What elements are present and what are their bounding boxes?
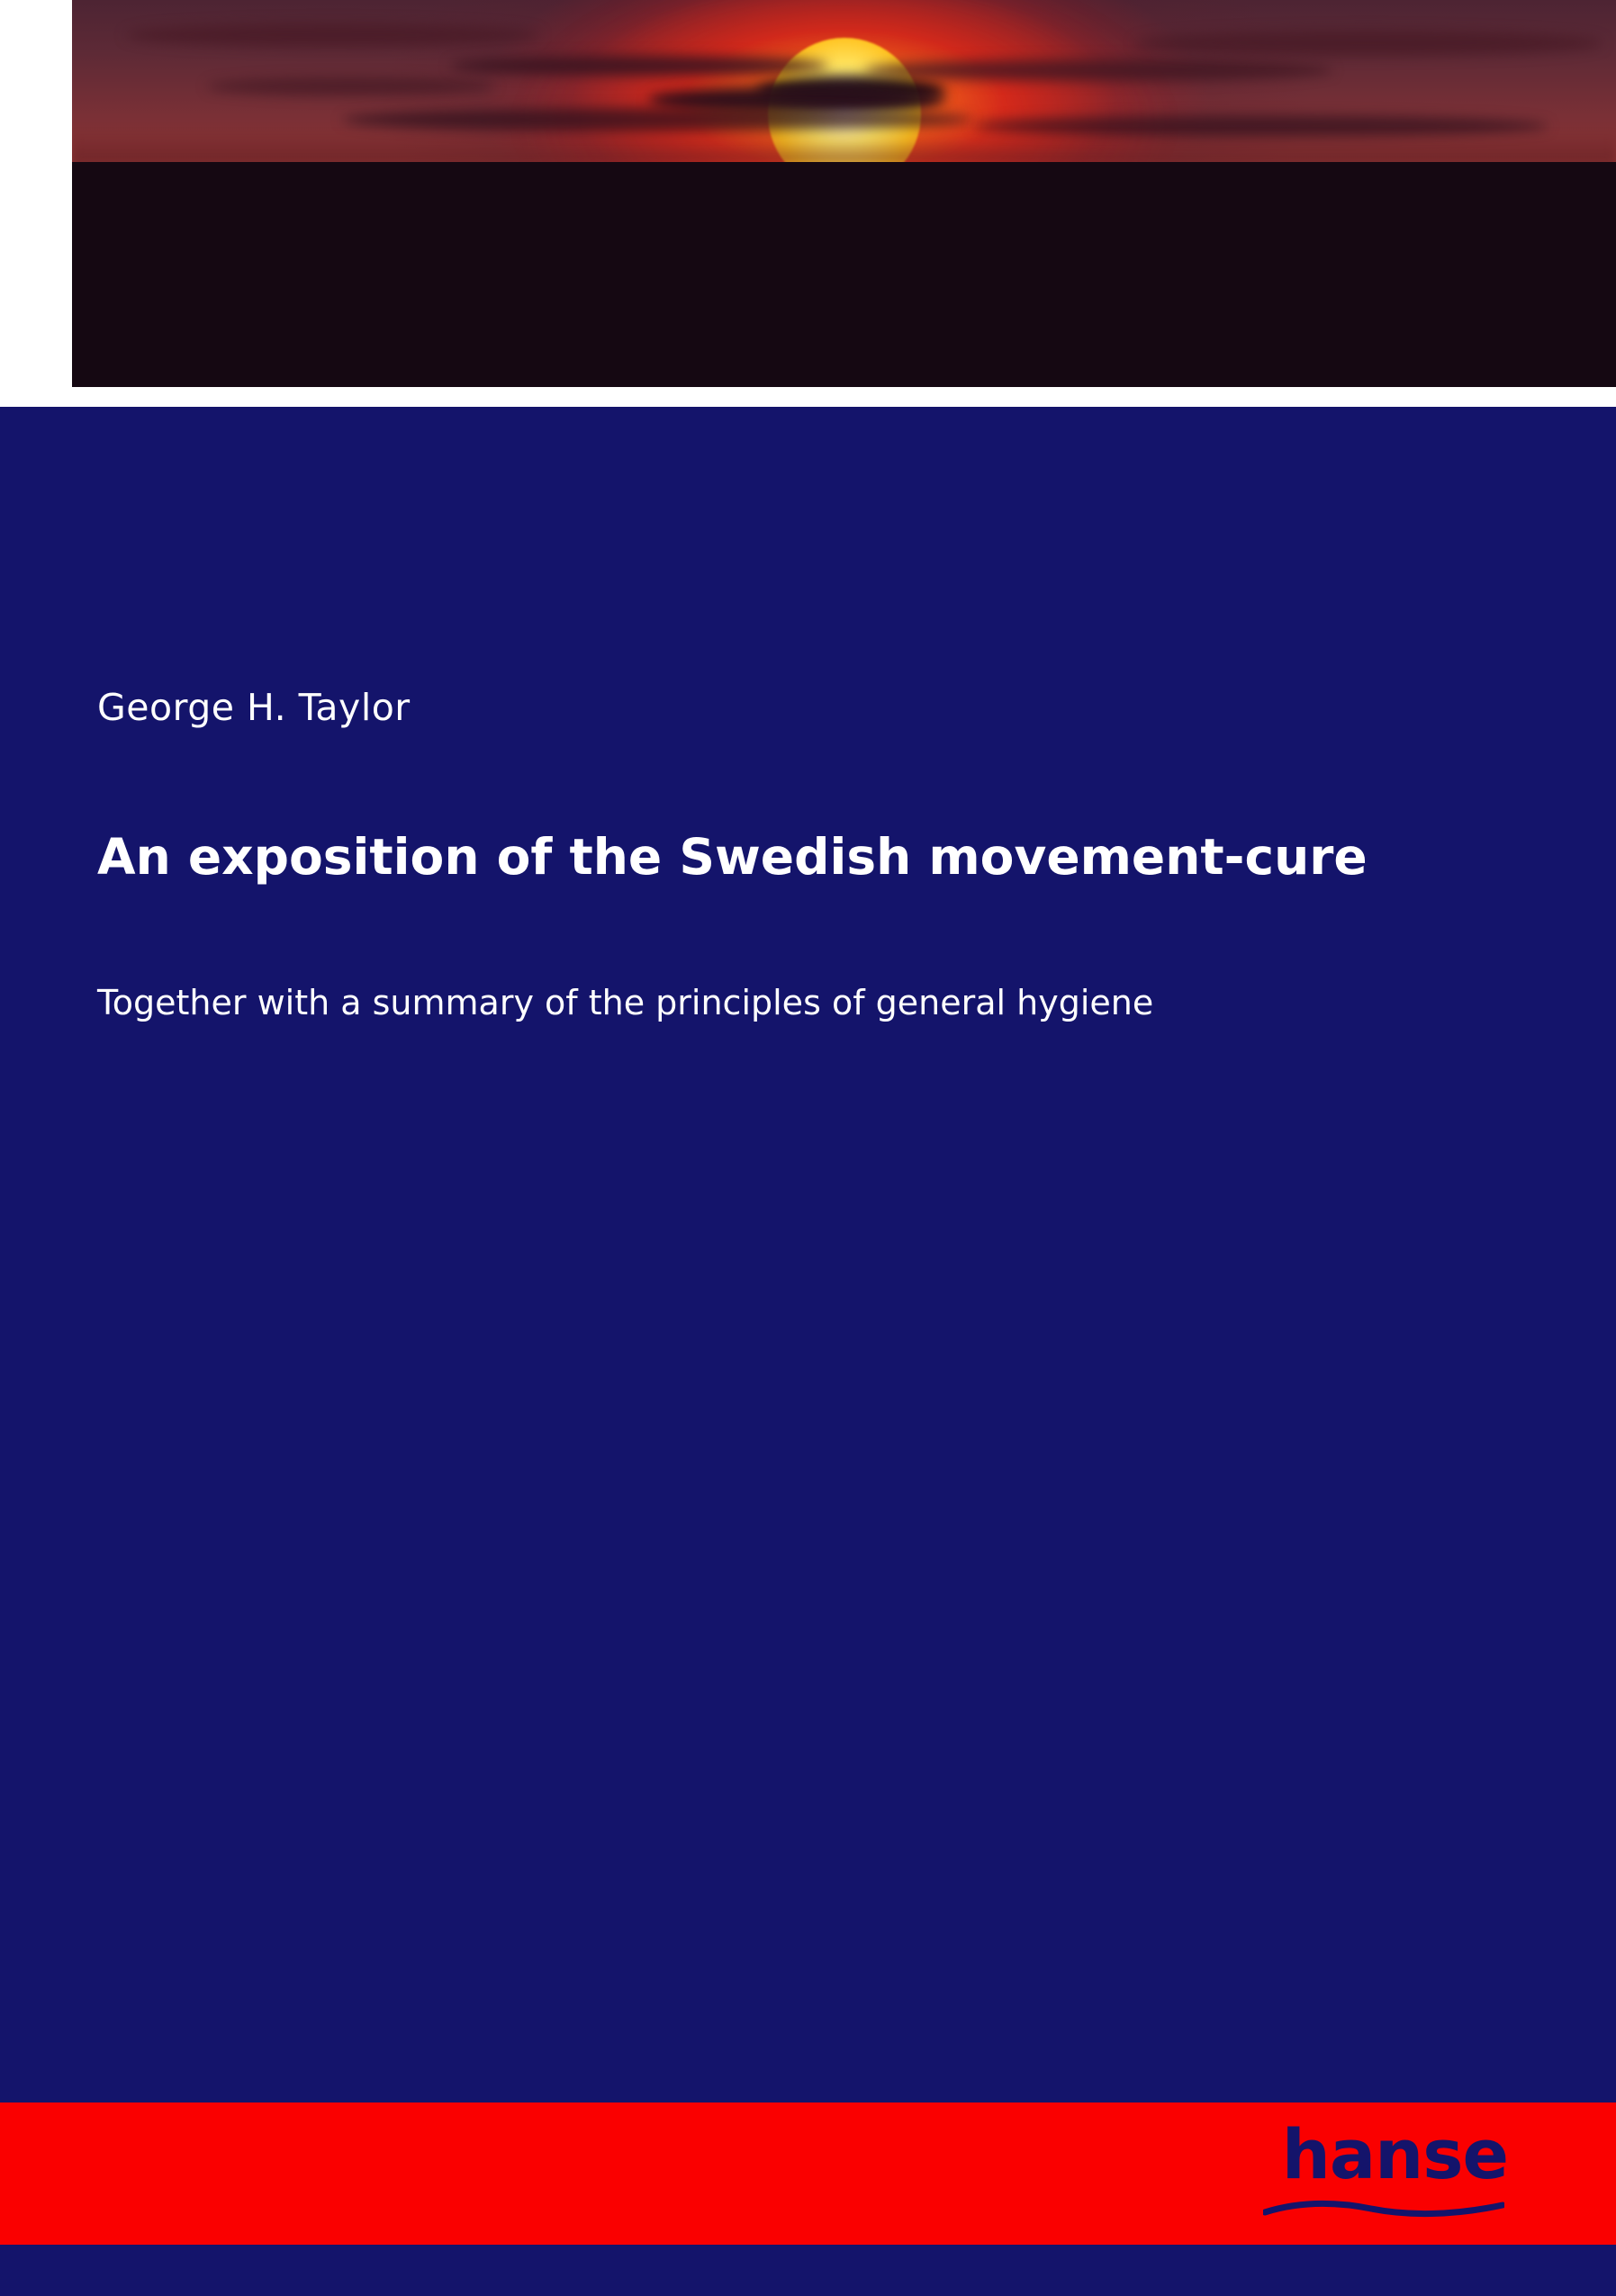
treeline-silhouette bbox=[72, 162, 1616, 387]
cloud-streak bbox=[342, 108, 972, 131]
cloud-streak bbox=[864, 59, 1332, 81]
publisher-logo bbox=[1238, 2111, 1508, 2237]
cloud-streak bbox=[207, 77, 495, 95]
author-name: George H. Taylor bbox=[97, 686, 411, 729]
cover-body bbox=[0, 407, 1616, 2102]
book-subtitle: Together with a summary of the principles of general hygiene bbox=[97, 983, 1154, 1022]
cloud-streak bbox=[450, 56, 828, 76]
cloud-streak bbox=[126, 23, 540, 47]
cloud-streak bbox=[1134, 31, 1602, 56]
cover-image bbox=[72, 0, 1616, 387]
tree-canopy bbox=[72, 131, 1616, 212]
book-title: An exposition of the Swedish movement-cure bbox=[97, 828, 1368, 886]
logo-underline-swoosh bbox=[1263, 2200, 1504, 2219]
publisher-logo-text: hanse bbox=[1281, 2114, 1508, 2194]
bottom-edge-band bbox=[0, 2245, 1616, 2296]
